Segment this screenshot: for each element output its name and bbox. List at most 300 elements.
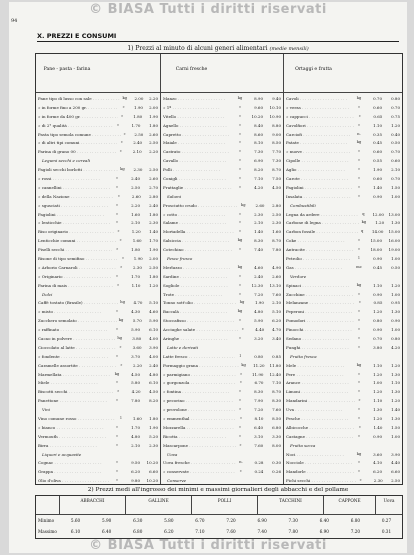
price: 5.80 bbox=[131, 380, 140, 386]
table1-title bbox=[37, 45, 399, 52]
table-row bbox=[38, 379, 159, 388]
item-name: Patate . . . bbox=[286, 140, 354, 145]
item-name: Coke . . . bbox=[286, 238, 354, 243]
item-name: » in forme fino a 200 gr. . . . bbox=[38, 105, 119, 110]
item-name: Liquori e acquavite bbox=[42, 451, 82, 457]
table-row bbox=[286, 263, 401, 272]
price: 2.10 bbox=[132, 149, 142, 155]
item-name: Olio d'oliva . . . bbox=[38, 478, 112, 483]
item-name: Riso originario . . . bbox=[38, 229, 114, 234]
item-name: Risone di tipo semifino . . . bbox=[38, 256, 119, 261]
price: 3.20 bbox=[254, 335, 263, 341]
table1-column bbox=[284, 54, 402, 484]
item-name: Biscotti secchi . . . bbox=[38, 389, 113, 394]
price: 7.60 bbox=[272, 291, 281, 297]
table-row bbox=[286, 298, 401, 307]
item-name: Formaggio grana . . . bbox=[163, 363, 239, 368]
price: 4.90 bbox=[272, 264, 281, 270]
table-row bbox=[163, 147, 282, 156]
item-name: Sardine . . . bbox=[163, 274, 235, 279]
unit: » bbox=[358, 424, 361, 429]
price: 8.30 bbox=[272, 398, 281, 404]
unit: kg bbox=[237, 264, 243, 269]
unit: » bbox=[357, 309, 361, 314]
table1-column bbox=[36, 54, 161, 484]
unit: » bbox=[238, 433, 242, 438]
unit: » bbox=[357, 122, 361, 127]
price: 4.80 bbox=[254, 309, 263, 315]
unit: » bbox=[120, 140, 123, 145]
price: 2.50 bbox=[391, 478, 400, 484]
table-row bbox=[38, 227, 159, 236]
price: 6.10 bbox=[149, 327, 158, 333]
price: 0.90 bbox=[373, 193, 382, 199]
price: 0.28 bbox=[254, 460, 264, 466]
price: 0.75 bbox=[391, 113, 400, 119]
price: 10.20 bbox=[251, 113, 263, 119]
price: 6.80 bbox=[133, 529, 143, 534]
price: 0.70 bbox=[373, 95, 382, 101]
item-name: Mandorle . . . bbox=[286, 469, 354, 474]
table-row bbox=[38, 165, 159, 174]
table-row bbox=[38, 174, 159, 183]
unit: kg bbox=[120, 167, 125, 172]
table-row bbox=[163, 432, 282, 441]
price: 2.30 bbox=[149, 220, 158, 226]
item-name: Zucchine . . . bbox=[286, 292, 354, 297]
price: 2.40 bbox=[149, 362, 159, 368]
table-row bbox=[286, 245, 401, 254]
table-row bbox=[36, 515, 402, 526]
price: 10.20 bbox=[146, 460, 158, 466]
price: 8.10 bbox=[254, 416, 264, 421]
price: 8.20 bbox=[149, 398, 158, 404]
price: 1.00 bbox=[391, 291, 400, 297]
table-row bbox=[163, 236, 282, 245]
price: 1.80 bbox=[149, 211, 158, 217]
table-row bbox=[38, 352, 159, 361]
price: 7.10 bbox=[272, 380, 282, 386]
price: 8.50 bbox=[272, 416, 281, 421]
price: 2.10 bbox=[391, 167, 400, 173]
price: 4.40 bbox=[391, 460, 400, 466]
price: 5.90 bbox=[101, 518, 112, 523]
price: 8.40 bbox=[254, 122, 263, 128]
unit: » bbox=[238, 158, 242, 163]
table2-header bbox=[36, 496, 402, 515]
item-name: Pesche . . . bbox=[286, 416, 354, 421]
price: 8.10 bbox=[254, 140, 263, 146]
price: 2.30 bbox=[254, 211, 263, 217]
price: 0.80 bbox=[391, 335, 400, 341]
unit: kg bbox=[114, 371, 120, 376]
unit: » bbox=[239, 416, 243, 420]
table-row bbox=[163, 423, 282, 432]
unit: kg bbox=[356, 451, 362, 456]
price: 2.30 bbox=[133, 167, 143, 173]
table-row bbox=[163, 334, 282, 343]
table-row bbox=[38, 396, 159, 405]
table-row bbox=[286, 423, 401, 432]
table-row bbox=[286, 227, 401, 236]
table-row bbox=[286, 334, 401, 343]
table-row bbox=[163, 103, 282, 112]
price: 8.20 bbox=[254, 167, 263, 173]
table-row bbox=[38, 334, 159, 343]
table-row bbox=[163, 450, 282, 459]
price: 2.60 bbox=[131, 193, 141, 199]
unit: » bbox=[238, 122, 242, 127]
table1-column-header bbox=[36, 54, 160, 93]
item-name: Farina di mais . . . bbox=[38, 283, 113, 288]
unit: kg bbox=[356, 362, 362, 367]
item-name: Limoni . . . bbox=[286, 389, 354, 394]
price: 9.40 bbox=[272, 95, 281, 101]
price: 1.00 bbox=[373, 380, 382, 386]
item-name: Melanzane . . . bbox=[286, 300, 355, 305]
unit: » bbox=[115, 380, 119, 385]
table2-grid bbox=[35, 495, 403, 539]
section-title: X. PREZZI E CONSUMI bbox=[37, 32, 117, 40]
price: 2.10 bbox=[272, 300, 282, 306]
unit: » bbox=[238, 389, 242, 394]
price: 1.50 bbox=[391, 184, 400, 190]
price: 8.70 bbox=[272, 167, 281, 173]
price: 7.30 bbox=[288, 518, 298, 523]
unit: kg bbox=[356, 140, 362, 145]
price: 1.90 bbox=[373, 167, 382, 173]
table-row bbox=[38, 192, 159, 201]
table-row bbox=[163, 343, 282, 352]
price: 1.20 bbox=[373, 309, 382, 315]
table-row bbox=[163, 192, 282, 201]
item-name: Caffè tostato (Brasile) . . . bbox=[38, 300, 118, 305]
unit: » bbox=[357, 247, 361, 252]
table2-group-header: CAPPONE bbox=[324, 496, 376, 514]
price: 3.90 bbox=[149, 344, 158, 350]
price: 5.20 bbox=[149, 433, 158, 439]
table-row bbox=[286, 103, 401, 112]
table-row bbox=[163, 245, 282, 254]
price: 0.90 bbox=[373, 291, 382, 297]
price: 3.90 bbox=[391, 451, 400, 457]
table-row bbox=[38, 414, 159, 423]
table-row bbox=[286, 290, 401, 299]
table-row bbox=[38, 121, 159, 130]
table-row bbox=[163, 254, 282, 263]
table-row bbox=[163, 272, 282, 281]
table-row bbox=[163, 218, 282, 227]
price: 3.60 bbox=[373, 451, 382, 457]
table-row bbox=[286, 343, 401, 352]
price: 8.90 bbox=[254, 95, 263, 101]
table-row bbox=[38, 405, 159, 414]
watermark-bottom: © BIASA Tutti i diritti riservati bbox=[89, 538, 327, 553]
price: 14.00 bbox=[371, 229, 384, 235]
unit: » bbox=[115, 202, 119, 207]
table-row bbox=[163, 174, 282, 183]
price: 2.60 bbox=[149, 175, 158, 181]
item-name: Salame . . . bbox=[163, 220, 235, 225]
price: 2.40 bbox=[254, 273, 263, 279]
price: 2.60 bbox=[149, 131, 158, 137]
price: 1.90 bbox=[149, 424, 158, 430]
unit: q bbox=[360, 229, 364, 234]
table-row bbox=[286, 476, 401, 484]
table-row bbox=[38, 147, 159, 156]
unit: » bbox=[115, 442, 119, 447]
price: 4.70 bbox=[133, 300, 143, 306]
unit: » bbox=[357, 291, 361, 296]
price: 7.60 bbox=[226, 529, 236, 534]
item-name: » di altri tipi comuni . . . bbox=[38, 140, 117, 145]
unit: » bbox=[115, 273, 119, 278]
price: 1.00 bbox=[391, 193, 400, 199]
price: 10.20 bbox=[146, 478, 158, 484]
table-row bbox=[38, 272, 159, 281]
price: 1.20 bbox=[149, 282, 158, 288]
unit: » bbox=[115, 398, 119, 403]
unit: » bbox=[116, 282, 120, 287]
price: 1.90 bbox=[149, 113, 158, 119]
price: 2.30 bbox=[272, 220, 281, 226]
item-name: Funghi . . . bbox=[286, 345, 354, 350]
price: 2.20 bbox=[149, 149, 159, 155]
unit: kg bbox=[237, 238, 243, 243]
price: 6.10 bbox=[70, 529, 81, 534]
item-name: Cognac . . . bbox=[38, 460, 112, 465]
price: 7.20 bbox=[254, 407, 264, 413]
price: 0.35 bbox=[373, 131, 382, 137]
unit: » bbox=[238, 131, 242, 136]
item-name: Verdure bbox=[290, 273, 307, 279]
item-name: Mele . . . bbox=[286, 363, 354, 368]
unit: » bbox=[115, 211, 119, 216]
unit: » bbox=[357, 158, 361, 163]
price: 2.10 bbox=[131, 220, 140, 226]
price: 6.10 bbox=[149, 380, 158, 386]
unit: hg bbox=[120, 300, 125, 305]
unit: » bbox=[238, 335, 242, 340]
table1-title-text: 1) Prezzi al minuto di alcuni generi alimentari bbox=[127, 45, 268, 52]
item-name: » bianco . . . bbox=[38, 425, 112, 430]
price: 1.90 bbox=[254, 300, 264, 306]
table-row bbox=[163, 352, 282, 361]
item-name: Fichi secchi . . . bbox=[286, 478, 356, 483]
item-name: Castagne . . . bbox=[286, 434, 354, 439]
price: 4.20 bbox=[391, 344, 400, 350]
table-row bbox=[286, 183, 401, 192]
price: 1.20 bbox=[131, 229, 141, 235]
price: 1.70 bbox=[149, 238, 158, 244]
price: 1.80 bbox=[149, 416, 158, 421]
item-name: Frutta fresca bbox=[290, 353, 317, 359]
unit: l bbox=[120, 416, 122, 420]
table-row bbox=[286, 192, 401, 201]
price: 6.60 bbox=[391, 469, 400, 475]
table-row bbox=[286, 467, 401, 476]
price: 1.10 bbox=[373, 122, 382, 128]
item-name: » della Nazione . . . bbox=[38, 194, 114, 199]
unit: » bbox=[357, 184, 361, 189]
unit: » bbox=[357, 335, 361, 340]
table2-group-header: Uova bbox=[383, 498, 395, 503]
price: 4.00 bbox=[149, 353, 158, 359]
unit: l bbox=[239, 353, 241, 358]
item-name: Capretto . . . bbox=[163, 132, 235, 137]
price: 8.70 bbox=[272, 238, 281, 244]
price: 9.80 bbox=[131, 478, 140, 484]
price: 7.60 bbox=[272, 407, 282, 413]
table-row bbox=[286, 432, 401, 441]
item-name: Carbone di legna . . . bbox=[286, 220, 359, 225]
unit: » bbox=[115, 220, 119, 225]
price: 1.80 bbox=[131, 247, 141, 253]
price: 7.80 bbox=[131, 398, 140, 404]
table-row bbox=[38, 307, 159, 316]
unit: hg bbox=[117, 335, 122, 340]
price: 9.50 bbox=[131, 460, 140, 466]
section-header bbox=[37, 32, 399, 42]
table-row bbox=[38, 441, 159, 450]
unit: » bbox=[358, 113, 361, 118]
item-name: Petrolio . . . bbox=[286, 256, 354, 261]
price: 0.26 bbox=[272, 469, 282, 475]
item-name: Farina di grano 00 . . . bbox=[38, 149, 116, 154]
price: 6.40 bbox=[101, 529, 112, 534]
price: 0.60 bbox=[373, 175, 382, 181]
item-name: Panettone . . . bbox=[38, 398, 112, 403]
price: 0.30 bbox=[272, 460, 281, 466]
price: 1.90 bbox=[149, 247, 158, 253]
price: 6.90 bbox=[319, 529, 329, 534]
price: 0.65 bbox=[373, 113, 383, 119]
table-row bbox=[163, 281, 282, 290]
unit: l bbox=[358, 255, 360, 260]
table-row bbox=[38, 156, 159, 165]
price: 0.80 bbox=[254, 353, 264, 359]
column-header-label: Ortaggi e frutta bbox=[295, 67, 332, 72]
table-row bbox=[286, 201, 401, 210]
item-name: Mortadella . . . bbox=[163, 229, 235, 234]
unit: » bbox=[117, 193, 120, 198]
price: 4.20 bbox=[254, 184, 263, 190]
price: 5.90 bbox=[149, 318, 158, 324]
item-name: » rossi . . . bbox=[38, 176, 112, 181]
price: 3.30 bbox=[272, 433, 281, 439]
price: 4.00 bbox=[149, 335, 158, 341]
price: 3.70 bbox=[131, 353, 140, 359]
table-row bbox=[163, 325, 282, 334]
price: 4.70 bbox=[272, 327, 281, 333]
item-name: » lenticchie . . . bbox=[38, 220, 112, 225]
price: 1.20 bbox=[391, 362, 400, 368]
item-name: » di 2° qualità . . . bbox=[38, 123, 113, 128]
item-name: Uova fresche . . . bbox=[163, 460, 236, 465]
price: 4.80 bbox=[149, 371, 158, 377]
table-row bbox=[163, 263, 282, 272]
unit: » bbox=[238, 398, 242, 403]
unit: » bbox=[238, 211, 242, 216]
unit: » bbox=[115, 469, 119, 474]
table-row bbox=[38, 138, 159, 147]
price: 13.10 bbox=[269, 282, 281, 288]
price: 4.50 bbox=[149, 389, 158, 395]
table-row bbox=[286, 147, 401, 156]
unit: » bbox=[119, 344, 122, 349]
item-name: Nocciole . . . bbox=[286, 460, 354, 465]
table-row bbox=[286, 174, 401, 183]
price: 11.20 bbox=[253, 362, 265, 368]
price: 1.20 bbox=[375, 220, 385, 226]
item-name: Combustibili bbox=[290, 202, 316, 208]
unit: kg bbox=[356, 95, 362, 100]
price: 1.30 bbox=[391, 389, 400, 395]
unit: kg bbox=[122, 95, 127, 100]
price: 0.90 bbox=[373, 255, 382, 261]
price: 8.30 bbox=[254, 389, 263, 395]
item-name: Peperoni . . . bbox=[286, 309, 354, 314]
table2-group-header: TACCHINI bbox=[258, 496, 324, 514]
table-row bbox=[286, 352, 401, 361]
table2-group-header: GALLINE bbox=[126, 496, 192, 514]
table-row bbox=[286, 307, 401, 316]
table-row bbox=[286, 156, 401, 165]
item-name: Caramelle assortite . . . bbox=[38, 363, 117, 368]
price: 10.10 bbox=[269, 104, 281, 110]
column-header-label: Carni fresche bbox=[175, 67, 208, 72]
price: 2.30 bbox=[132, 264, 142, 270]
item-name: Fagiolini . . . bbox=[38, 212, 112, 217]
unit: » bbox=[238, 220, 242, 225]
price: 7.10 bbox=[254, 175, 263, 181]
price: 4.80 bbox=[131, 433, 140, 439]
table-row bbox=[163, 138, 282, 147]
price: 1.80 bbox=[149, 122, 158, 128]
unit: » bbox=[123, 131, 126, 136]
item-name: Conigli . . . bbox=[163, 176, 235, 181]
table-row bbox=[38, 459, 159, 468]
item-name: Acciughe salate . . . bbox=[163, 327, 238, 332]
price: 6.90 bbox=[257, 518, 267, 523]
item-name: Stoccafisso . . . bbox=[163, 318, 235, 323]
unit: » bbox=[119, 149, 122, 154]
price: 0.90 bbox=[373, 327, 382, 333]
price: 2.30 bbox=[149, 442, 158, 448]
unit: » bbox=[357, 460, 361, 465]
unit: » bbox=[238, 282, 242, 287]
price: 7.30 bbox=[272, 158, 281, 164]
table-row bbox=[38, 210, 159, 219]
price: 2.60 bbox=[272, 273, 281, 279]
price: 11.90 bbox=[252, 371, 264, 377]
price: 2.20 bbox=[131, 202, 140, 208]
price: 9.60 bbox=[254, 104, 263, 110]
price: 1.70 bbox=[131, 122, 141, 128]
item-name: Polli . . . bbox=[163, 167, 235, 172]
price: 0.80 bbox=[391, 95, 400, 101]
price: 5.70 bbox=[132, 318, 142, 324]
table-row bbox=[286, 121, 401, 130]
price: 0.50 bbox=[391, 140, 400, 146]
price: 6.40 bbox=[254, 424, 263, 430]
price: 1.20 bbox=[373, 389, 382, 395]
unit: » bbox=[120, 264, 123, 269]
unit: » bbox=[115, 309, 119, 314]
table-row bbox=[163, 361, 282, 370]
price: 2.00 bbox=[149, 255, 159, 261]
price: 4.40 bbox=[255, 327, 265, 333]
